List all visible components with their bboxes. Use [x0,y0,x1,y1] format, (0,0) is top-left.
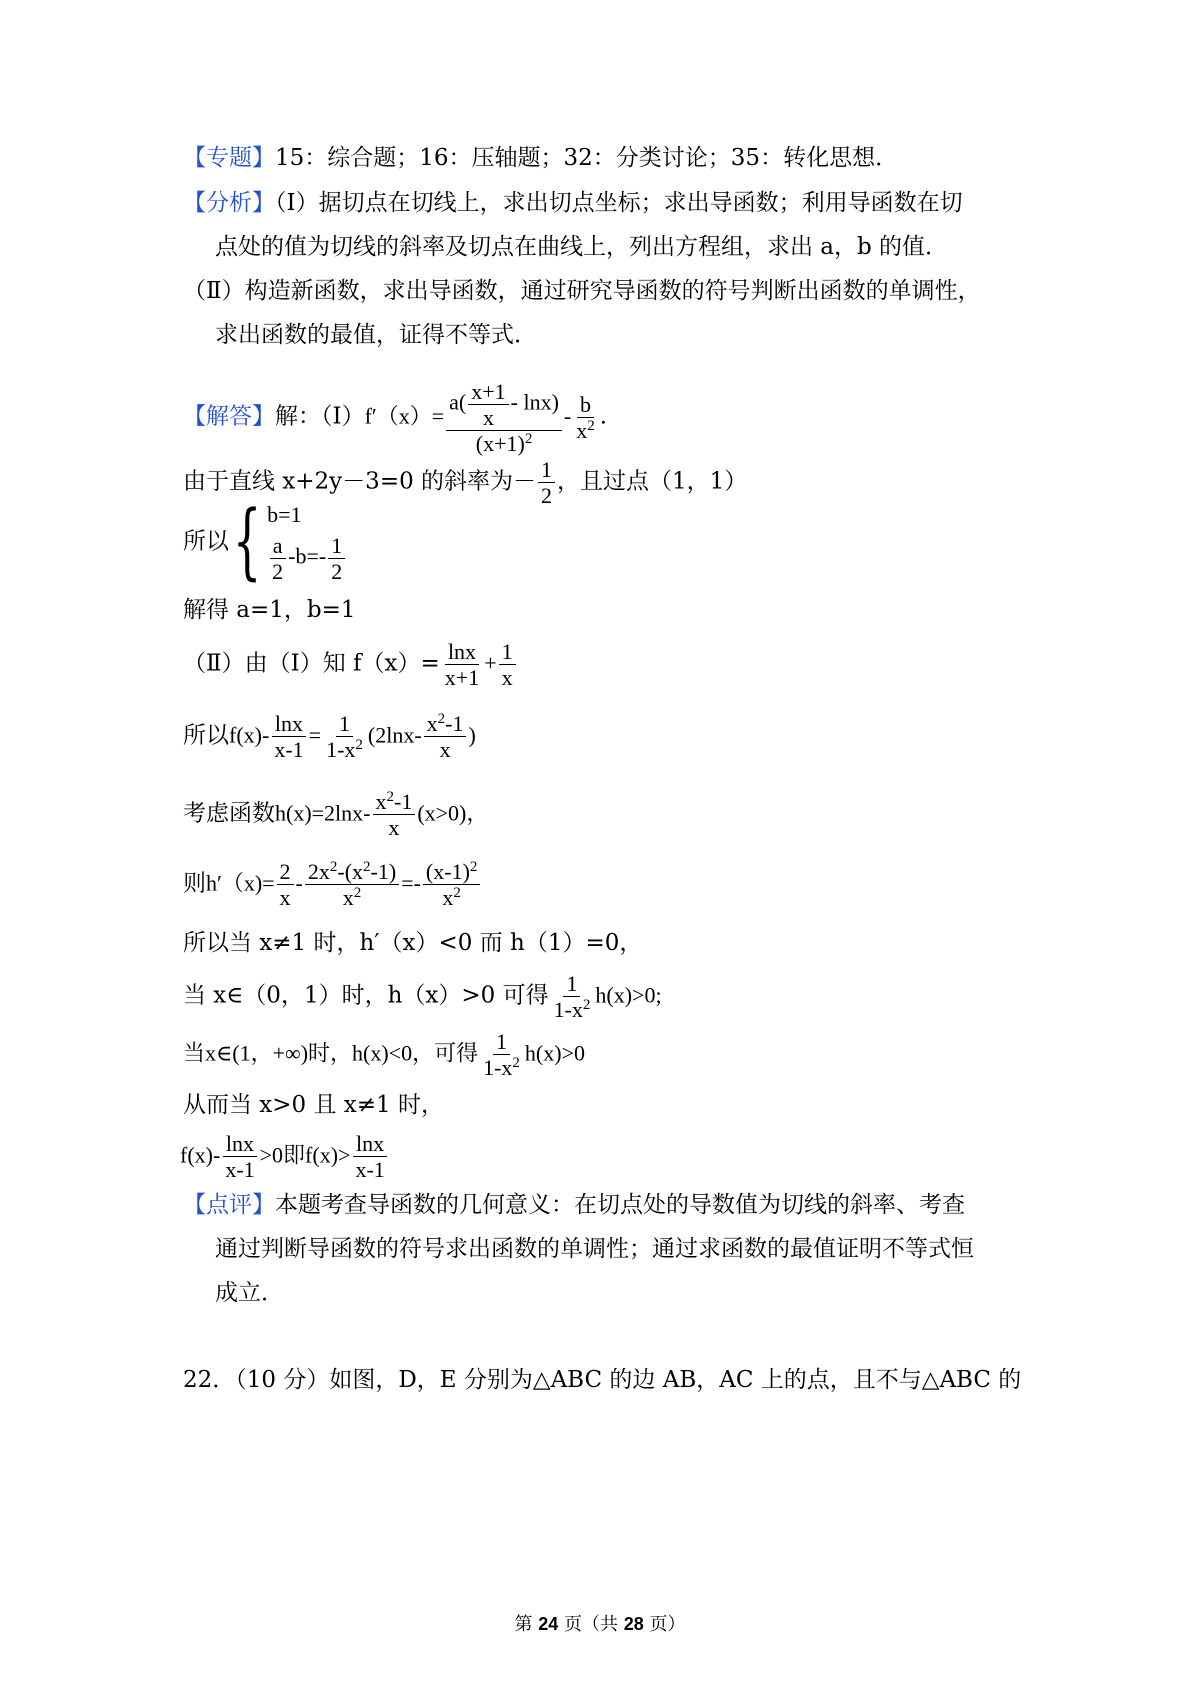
topic-tag: 【专题】 [183,145,275,171]
row2-rden: 2 [331,559,343,585]
diff-paren-b: ) [468,722,476,748]
row2-num: a [270,534,286,559]
hp-f2-b: -(x [337,859,364,884]
topic-line [183,143,898,173]
part2-prefix: （Ⅱ）由（Ⅰ）知 f（x）= [183,650,440,677]
minus-sign: - [563,403,572,429]
diff-h-den: x [439,737,451,763]
den-exp: 2 [524,431,533,448]
system-line [183,493,347,589]
when2-frac [551,972,594,1021]
row2-eq: =- [306,543,327,569]
hp-f2-exp1: 2 [329,859,338,875]
hp-f2-den-exp: 2 [353,885,362,902]
hp-f2-exp2: 2 [363,859,371,875]
slope-den: 2 [541,483,553,509]
part2-frac-2 [499,640,516,689]
topic-text: 15：综合题；16：压轴题；32：分类讨论；35：转化思想． [275,145,899,171]
concl-lhs: f(x)- [180,1142,221,1168]
diff-lhs: f(x)- [229,722,270,748]
diff-eq: = [308,722,322,748]
hp-f3-den: x [442,885,454,911]
diff-h-exp: 2 [437,711,446,727]
row2-mid: -b [288,543,307,569]
analysis-tag: 【分析】 [183,190,275,216]
diff-h-num-a: x [426,711,438,736]
h-prime-frac-3 [423,860,480,909]
slope-text: 由于直线 x+2y－3=0 的斜率为－ [183,468,537,495]
h-prime-lhs: h′（x)= [206,870,275,896]
system-row-2 [267,534,347,583]
when3-den: 1-x [483,1055,513,1081]
diff-prefix: 所以 [183,722,229,749]
hp-eq: =- [401,870,421,896]
diff-g-den: 1-x [326,737,356,763]
part2-f1-den: x+1 [444,665,480,691]
diff-f-num: lnx [272,712,306,737]
h-def-line [183,790,488,839]
concl-frac-1 [222,1132,257,1181]
review-line-2: 通过判断导函数的符号求出函数的单调性；通过求函数的最值证明不等式恒 [215,1236,974,1262]
num-rest: - lnx) [510,389,559,415]
diff-frac-3 [424,712,467,761]
concl-g-den: x-1 [355,1157,385,1183]
period: . [599,403,608,430]
footer-mid: 页（共 [558,1614,624,1635]
when2-num: 1 [563,972,580,997]
hp-f3-den-exp: 2 [453,885,461,902]
review-text-1: 本题考查导函数的几何意义：在切点处的导数值为切线的斜率、考查 [275,1192,965,1218]
when2-den: 1-x [553,997,583,1023]
row2-den: 2 [272,559,284,585]
b-fraction [573,393,598,442]
when3-frac [480,1030,523,1079]
slope-num: 1 [538,458,555,483]
h-def-exp: 2 [386,789,394,805]
page-footer [0,1612,1200,1637]
diff-f-den: x-1 [274,737,304,763]
thus-line: 从而当 x>0 且 x≠1 时， [183,1092,444,1118]
question-22: 22．（10 分）如图，D，E 分别为△ABC 的边 AB，AC 上的点，且不与△ABC 的 [183,1367,1022,1393]
b-num: b [577,393,594,418]
h-def-num-b: -1 [394,789,413,814]
num-a: a( [449,389,467,415]
when-line-2 [183,972,662,1021]
when-line-3 [183,1030,585,1079]
h-prime-frac-1 [277,860,294,909]
h-prime-line [183,860,482,909]
inner-den: x [482,405,494,431]
hp-f2-a: 2x [307,859,330,884]
solve-line: 解得 a=1，b=1 [183,597,356,623]
num-inner-fraction [468,380,508,429]
part2-frac-1 [442,640,482,689]
den-base: (x+1) [475,431,525,457]
part2-f2-num: 1 [499,640,516,665]
when3-rest: h(x)>0 [524,1040,585,1066]
equation-system [229,493,347,589]
diff-line [183,712,476,761]
system-prefix: 所以 [183,528,229,555]
diff-g-num: 1 [336,712,353,737]
page-total: 28 [623,1614,644,1634]
when2-rest: h(x)>0; [595,982,662,1008]
part2-f1-num: lnx [445,640,479,665]
h-def-prefix: 考虑函数 [183,800,275,827]
diff-g-exp: 2 [355,737,363,754]
plus-sign: + [484,650,497,676]
inner-num: x+1 [468,380,508,405]
h-prime-prefix: 则 [183,870,206,897]
hp-f2-c: -1) [370,859,397,884]
analysis-line-2: 点处的值为切线的斜率及切点在曲线上，列出方程组，求出 a，b 的值． [215,234,949,260]
hp-f3-num: (x-1) [425,859,470,884]
hp-f1-num: 2 [277,860,294,885]
b-den: x [576,418,588,444]
h-def-lhs: h(x)=2lnx- [275,800,371,826]
review-tag: 【点评】 [183,1192,275,1218]
diff-h-num-b: -1 [445,711,464,736]
fprime-main-fraction [446,380,562,455]
slope-fraction [538,458,555,507]
solution-prefix: 解：（Ⅰ） [275,403,365,430]
h-def-num-a: x [375,789,387,814]
fprime-lhs: f′（x）= [364,403,445,429]
hp-f3-num-exp: 2 [469,859,478,875]
footer-pre: 第 [514,1614,539,1635]
analysis-line-4: 求出函数的最值，证得不等式． [215,322,537,348]
conclusion-line [180,1132,390,1181]
analysis-text-1: （Ⅰ）据切点在切线上，求出切点坐标；求出导函数；利用导函数在切 [275,190,963,216]
analysis-line-3: （Ⅱ）构造新函数，求出导函数，通过研究导函数的符号判断出函数的单调性， [183,278,981,304]
h-def-den: x [388,815,400,841]
page-number: 24 [538,1614,559,1634]
solution-tag: 【解答】 [183,403,275,430]
h-def-rest: (x>0)， [417,800,489,826]
concl-f-den: x-1 [225,1157,255,1183]
when3-exp: 2 [512,1055,520,1072]
h-prime-frac-2 [305,860,399,909]
b-den-exp: 2 [587,418,595,435]
review-line-1 [183,1190,965,1220]
concl-frac-2 [352,1132,387,1181]
footer-post: 页） [643,1614,686,1635]
hp-minus: - [295,870,303,896]
h-def-frac [373,790,416,839]
solution-derivative-line [183,380,607,455]
when2-exp: 2 [582,997,591,1014]
system-row-1: b=1 [267,502,302,527]
concl-g-num: lnx [353,1132,387,1157]
analysis-line-1 [183,188,963,218]
hp-f2-den: x [342,885,354,911]
brace-glyph: { [232,493,262,589]
hp-f1-den: x [279,885,291,911]
when3-prefix: 当x∈(1，+∞)时，h(x)<0，可得 [183,1040,479,1066]
when3-num: 1 [493,1030,510,1055]
diff-frac-2 [323,712,366,761]
part2-line [183,640,518,689]
when-line-1: 所以当 x≠1 时，h′（x）<0 而 h（1）=0， [183,930,643,956]
when2-prefix: 当 x∈（0，1）时，h（x）>0 可得 [183,982,549,1009]
slope-rest: ，且过点（1，1） [557,468,748,495]
concl-mid: >0即f(x)> [259,1142,351,1168]
diff-frac-1 [271,712,306,761]
review-line-3: 成立． [215,1280,284,1306]
concl-f-num: lnx [223,1132,257,1157]
row2-rnum: 1 [328,534,345,559]
part2-f2-den: x [501,665,513,691]
diff-paren-a: (2lnx- [367,722,422,748]
